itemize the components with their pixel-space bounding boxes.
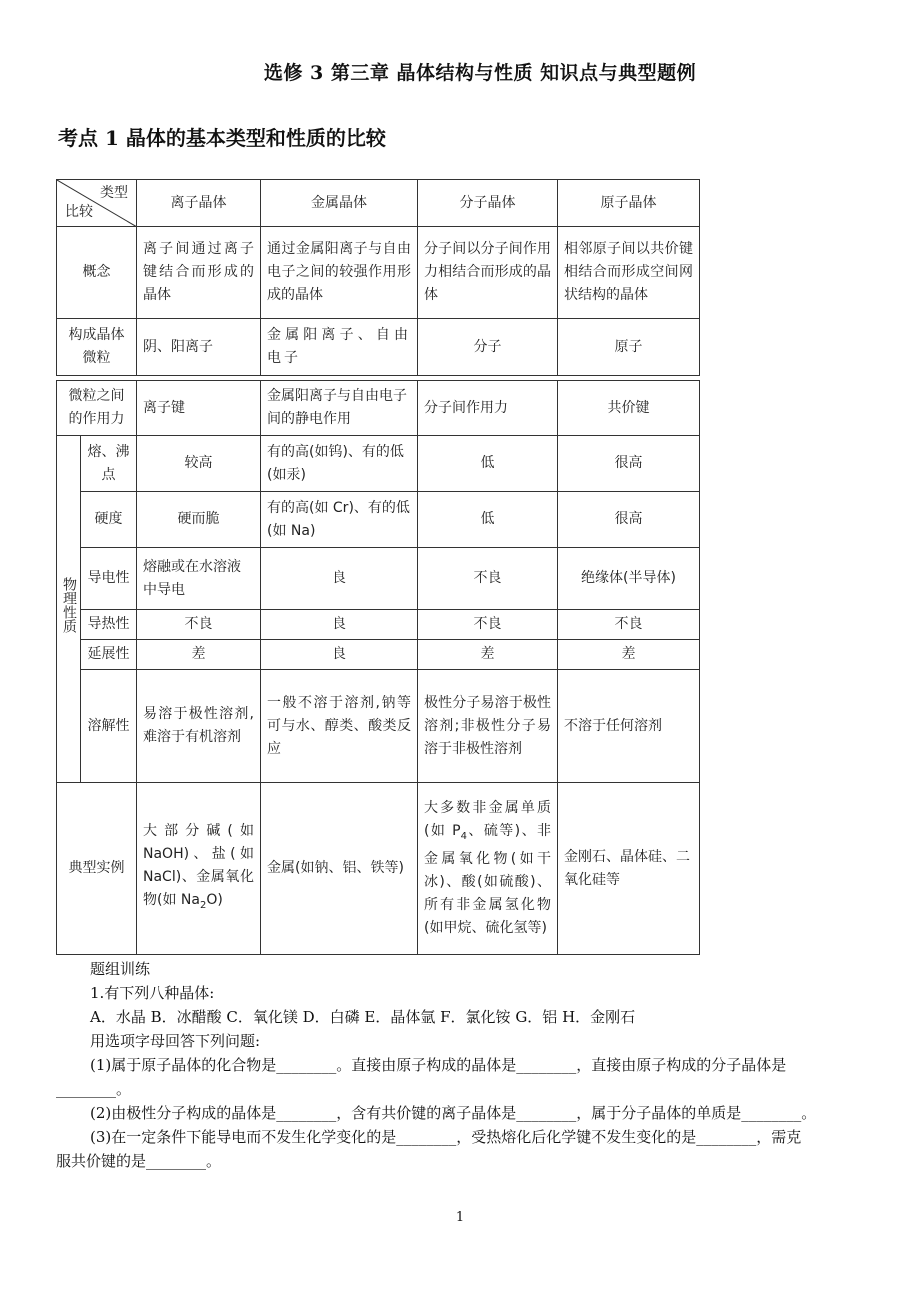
question-1-part-1-cont: ________。 xyxy=(56,1080,132,1098)
table-row xyxy=(57,492,700,548)
cell-particles-atomic: 原子 xyxy=(558,319,700,376)
cell-conductivity-molecular: 不良 xyxy=(418,548,558,610)
physical-properties-text: 物理性质 xyxy=(61,577,77,633)
cell-concept-molecular: 分子间以分子间作用力相结合而形成的晶体 xyxy=(418,227,558,319)
cell-ductility-molecular: 差 xyxy=(418,640,558,670)
cell-examples-ionic xyxy=(137,783,261,955)
table-row xyxy=(57,610,700,640)
cell-melting-ionic: 较高 xyxy=(137,436,261,492)
question-1-part-2: (2)由极性分子构成的晶体是________，含有共价键的离子晶体是________，属于分子晶体的单质是________。 xyxy=(90,1104,817,1122)
exercise-block xyxy=(56,957,866,1173)
cell-conductivity-ionic: 熔融或在水溶液中导电 xyxy=(137,548,261,610)
table-row xyxy=(57,670,700,783)
row-label-examples: 典型实例 xyxy=(57,783,137,955)
table-row xyxy=(57,783,700,955)
cell-concept-ionic: 离子间通过离子键结合而形成的晶体 xyxy=(137,227,261,319)
cell-solubility-metallic: 一般不溶于溶剂,钠等可与水、醇类、酸类反应 xyxy=(261,670,418,783)
cell-melting-metallic: 有的高(如钨)、有的低(如汞) xyxy=(261,436,418,492)
row-label-thermal: 导热性 xyxy=(81,610,137,640)
examples-ionic-text-b: O) xyxy=(206,892,223,909)
row-label-melting: 熔、沸点 xyxy=(81,436,137,492)
header-molecular: 分子晶体 xyxy=(418,180,558,227)
cell-melting-molecular: 低 xyxy=(418,436,558,492)
question-1-intro: 1.有下列八种晶体: xyxy=(90,984,215,1002)
table-row xyxy=(57,640,700,670)
cell-solubility-molecular: 极性分子易溶于极性溶剂;非极性分子易溶于非极性溶剂 xyxy=(418,670,558,783)
cell-concept-atomic: 相邻原子间以共价键相结合而形成空间网状结构的晶体 xyxy=(558,227,700,319)
row-label-particles: 构成晶体微粒 xyxy=(57,319,137,376)
cell-conductivity-atomic: 绝缘体(半导体) xyxy=(558,548,700,610)
row-label-solubility: 溶解性 xyxy=(81,670,137,783)
cell-particles-molecular: 分子 xyxy=(418,319,558,376)
row-label-hardness: 硬度 xyxy=(81,492,137,548)
cell-particles-ionic: 阴、阳离子 xyxy=(137,319,261,376)
cell-thermal-molecular: 不良 xyxy=(418,610,558,640)
table-row xyxy=(57,548,700,610)
cell-concept-metallic: 通过金属阳离子与自由电子之间的较强作用形成的晶体 xyxy=(261,227,418,319)
exercise-heading: 题组训练 xyxy=(90,960,151,978)
cell-solubility-atomic: 不溶于任何溶剂 xyxy=(558,670,700,783)
cell-interaction-metallic: 金属阳离子与自由电子间的静电作用 xyxy=(261,381,418,436)
page-number: 1 xyxy=(455,1210,465,1225)
row-label-interaction: 微粒之间的作用力 xyxy=(57,381,137,436)
cell-hardness-metallic: 有的高(如 Cr)、有的低(如 Na) xyxy=(261,492,418,548)
corner-top-label: 类型 xyxy=(100,185,128,201)
cell-ductility-atomic: 差 xyxy=(558,640,700,670)
question-1-instruction: 用选项字母回答下列问题: xyxy=(90,1032,261,1050)
table-row xyxy=(57,436,700,492)
cell-particles-metallic: 金属阳离子、自由电子 xyxy=(261,319,418,376)
page-title: 选修 3 第三章 晶体结构与性质 知识点与典型题例 xyxy=(263,62,697,84)
question-1-part-1: (1)属于原子晶体的化合物是________。直接由原子构成的晶体是________，直接由原子构成的分子晶体是 xyxy=(90,1056,787,1074)
table-row xyxy=(57,227,700,319)
examples-molecular-text-b: 、硫等)、非金属氧化物(如干冰)、酸(如硫酸)、所有非金属氢化物(如甲烷、硫化氢等) xyxy=(424,823,551,936)
cell-ductility-ionic: 差 xyxy=(137,640,261,670)
cell-thermal-atomic: 不良 xyxy=(558,610,700,640)
table-row xyxy=(57,381,700,436)
physical-properties-label xyxy=(57,436,81,783)
cell-thermal-metallic: 良 xyxy=(261,610,418,640)
examples-molecular-subscript: 4 xyxy=(460,830,467,842)
question-1-part-3: (3)在一定条件下能导电而不发生化学变化的是________，受热熔化后化学键不发生变化的是________，需克 xyxy=(90,1128,802,1146)
cell-interaction-ionic: 离子键 xyxy=(137,381,261,436)
cell-hardness-molecular: 低 xyxy=(418,492,558,548)
cell-interaction-atomic: 共价键 xyxy=(558,381,700,436)
cell-hardness-ionic: 硬而脆 xyxy=(137,492,261,548)
cell-examples-molecular xyxy=(418,783,558,955)
crystal-comparison-table-top xyxy=(56,179,700,376)
section-heading: 考点 1 晶体的基本类型和性质的比较 xyxy=(58,126,386,150)
row-label-concept: 概念 xyxy=(57,227,137,319)
cell-solubility-ionic: 易溶于极性溶剂,难溶于有机溶剂 xyxy=(137,670,261,783)
cell-ductility-metallic: 良 xyxy=(261,640,418,670)
header-ionic: 离子晶体 xyxy=(137,180,261,227)
header-metallic: 金属晶体 xyxy=(261,180,418,227)
table-row xyxy=(57,319,700,376)
cell-hardness-atomic: 很高 xyxy=(558,492,700,548)
table-header-row xyxy=(57,180,700,227)
cell-thermal-ionic: 不良 xyxy=(137,610,261,640)
examples-ionic-text-a: 大部分碱(如 NaOH)、盐(如 NaCl)、金属氧化物(如 Na xyxy=(143,823,254,909)
header-atomic: 原子晶体 xyxy=(558,180,700,227)
cell-examples-metallic: 金属(如钠、铝、铁等) xyxy=(261,783,418,955)
cell-conductivity-metallic: 良 xyxy=(261,548,418,610)
cell-interaction-molecular: 分子间作用力 xyxy=(418,381,558,436)
cell-examples-atomic: 金刚石、晶体硅、二氧化硅等 xyxy=(558,783,700,955)
corner-cell xyxy=(57,180,137,227)
examples-molecular-text-a: 大多数非金属单质(如 P xyxy=(424,800,551,840)
examples-ionic-subscript: 2 xyxy=(199,899,207,911)
cell-melting-atomic: 很高 xyxy=(558,436,700,492)
question-1-options: A．水晶 B．冰醋酸 C．氧化镁 D．白磷 E．晶体氩 F．氯化铵 G．铝 H．金刚石 xyxy=(90,1008,636,1026)
crystal-comparison-table-bottom xyxy=(56,380,700,955)
row-label-ductility: 延展性 xyxy=(81,640,137,670)
row-label-conductivity: 导电性 xyxy=(81,548,137,610)
corner-bottom-label: 比较 xyxy=(65,204,93,220)
question-1-part-3-cont: 服共价键的是________。 xyxy=(56,1152,222,1170)
